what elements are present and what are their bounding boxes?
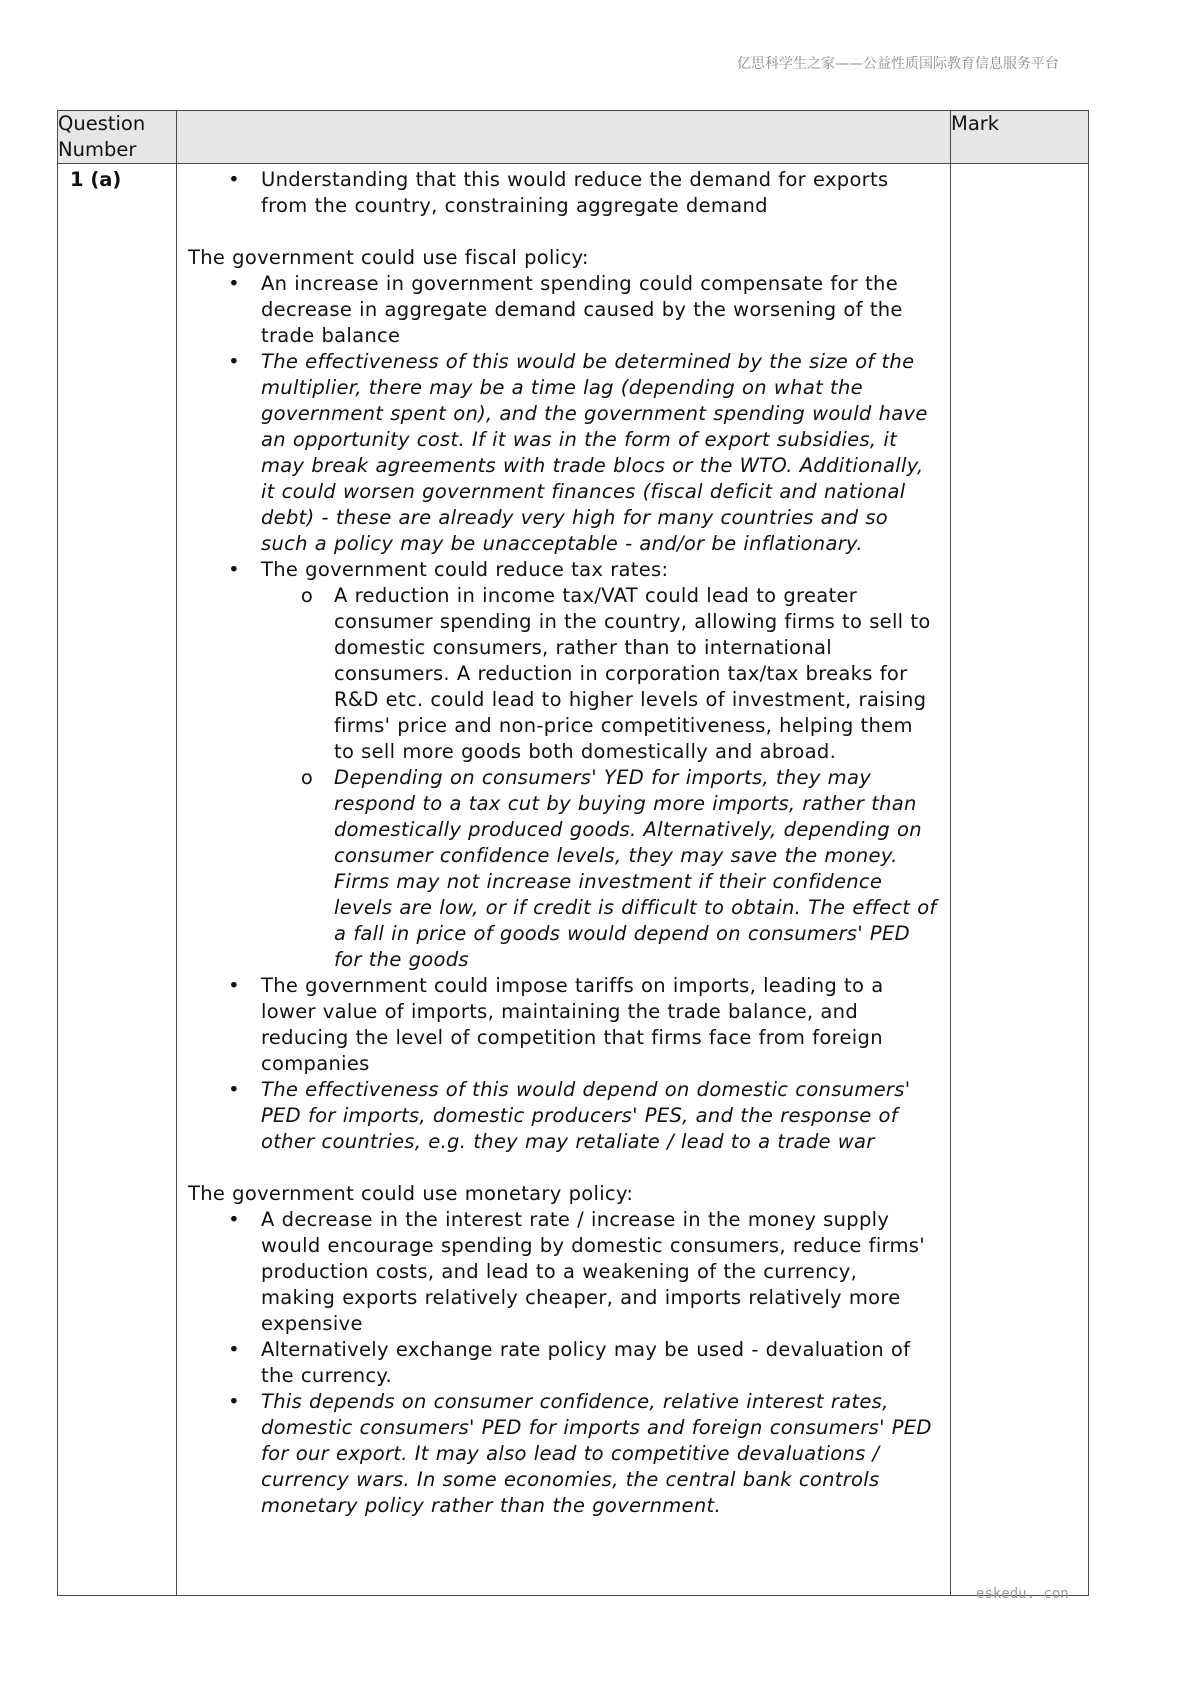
table-header-row	[58, 111, 1089, 164]
bullet-icon: •	[228, 974, 240, 997]
header-note: 亿思科学生之家——公益性质国际教育信息服务平台	[737, 56, 1059, 72]
mark-scheme-table	[57, 110, 1089, 1596]
fiscal-bullet-text: The effectiveness of this would depend on domestic consumers' PED for imports, domestic producers' PES, and the response of other countries, e.g. they may retaliate / lead to a trade war	[261, 1078, 911, 1153]
fiscal-bullet-text: An increase in government spending could compensate for the decrease in aggregate demand caused by the worsening of the trade balance	[261, 272, 903, 347]
monetary-bullet-text: This depends on consumer confidence, relative interest rates, domestic consumers' PED for imports and foreign consumers' PED for our export. It may also lead to competitive devaluations / currency wars. In some economies, the central bank controls monetary policy rather than the government.	[261, 1390, 932, 1517]
footer-note: eskedu. con	[976, 1586, 1069, 1602]
list-item	[228, 1077, 938, 1155]
tax-sub-list	[188, 583, 938, 973]
list-item	[228, 349, 938, 557]
list-item	[228, 973, 938, 1077]
list-item	[300, 765, 938, 973]
monetary-bullet-list	[188, 1207, 938, 1519]
monetary-heading: The government could use monetary policy:	[188, 1182, 634, 1205]
answer-content	[177, 164, 951, 1596]
monetary-bullet-text: A decrease in the interest rate / increase in the money supply would encourage spending by domestic consumers, reduce firms' production costs, and lead to a weakening of the currency, making exports relatively cheaper, and imports relatively more expensive	[261, 1208, 925, 1335]
list-item	[228, 167, 938, 219]
list-item	[228, 271, 938, 349]
list-item	[228, 1337, 938, 1389]
fiscal-heading: The government could use fiscal policy:	[188, 246, 589, 269]
question-number-header: Question Number	[58, 111, 177, 164]
monetary-bullet-text: Alternatively exchange rate policy may be used - devaluation of the currency.	[261, 1338, 911, 1387]
tax-sub-bullet-text: Depending on consumers' YED for imports, they may respond to a tax cut by buying more imports, rather than domestically produced goods. Alternatively, depending on consumer confidence levels, they may save the money. Firms may not increase investment if their confidence levels are low, or if credit is difficult to obtain. The effect of a fall in price of goods would depend on consumers' PED for the goods	[334, 766, 937, 971]
intro-bullet-list	[188, 167, 938, 219]
bullet-icon: •	[228, 1208, 240, 1231]
sub-bullet-icon: o	[300, 766, 314, 789]
list-item	[228, 1207, 938, 1337]
mark-cell	[951, 164, 1089, 1596]
mark-header: Mark	[951, 111, 1089, 164]
fiscal-bullet-list	[188, 271, 938, 1155]
sub-bullet-icon: o	[300, 584, 314, 607]
intro-bullet-text: Understanding that this would reduce the demand for exports from the country, constraining aggregate demand	[261, 168, 889, 217]
bullet-icon: •	[228, 350, 240, 373]
answer-header	[177, 111, 951, 164]
bullet-icon: •	[228, 558, 240, 581]
answer-body	[188, 167, 938, 1519]
list-item	[228, 557, 938, 973]
bullet-icon: •	[228, 272, 240, 295]
list-item	[228, 1389, 938, 1519]
question-number: 1 (a)	[58, 164, 177, 1596]
table-row	[58, 164, 1089, 1596]
fiscal-bullet-text: The government could impose tariffs on imports, leading to a lower value of imports, maintaining the trade balance, and reducing the level of competition that firms face from foreign companies	[261, 974, 884, 1075]
fiscal-bullet-text: The government could reduce tax rates:	[261, 558, 669, 581]
bullet-icon: •	[228, 1390, 240, 1413]
tax-sub-bullet-text: A reduction in income tax/VAT could lead to greater consumer spending in the country, allowing firms to sell to domestic consumers, rather than to international consumers. A reduction in corporation tax/tax breaks for R&D etc. could lead to higher levels of investment, raising firms' price and non-price competitiveness, helping them to sell more goods both domestically and abroad.	[334, 584, 931, 763]
bullet-icon: •	[228, 1078, 240, 1101]
bullet-icon: •	[228, 168, 240, 191]
bullet-icon: •	[228, 1338, 240, 1361]
list-item	[300, 583, 938, 765]
fiscal-bullet-text: The effectiveness of this would be determined by the size of the multiplier, there may be a time lag (depending on what the government spent on), and the government spending would have an opportunity cost. If it was in the form of export subsidies, it may break agreements with trade blocs or the WTO. Additionally, it could worsen government finances (fiscal deficit and national debt) - these are already very high for many countries and so such a policy may be unacceptable - and/or be inflationary.	[261, 350, 928, 555]
